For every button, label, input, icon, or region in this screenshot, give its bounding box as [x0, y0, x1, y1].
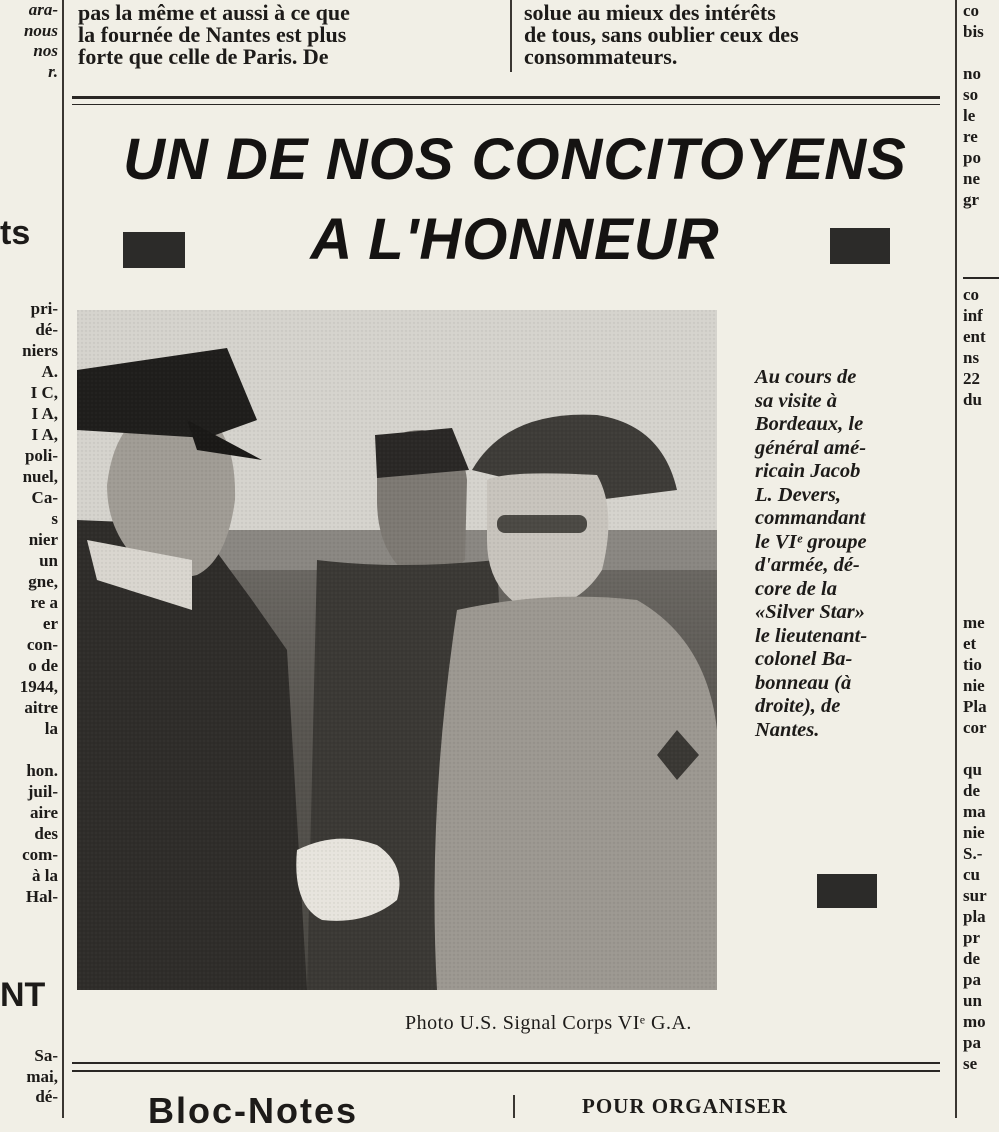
left-frag-line: Ca-: [31, 488, 58, 507]
right-frag-line: so: [963, 85, 979, 104]
photo-illustration: [77, 310, 717, 990]
right-frag-line: 22: [963, 369, 980, 388]
right-frag-line: ns: [963, 348, 980, 367]
left-frag-line: pri-: [30, 299, 58, 318]
bottom-rule-2: [72, 1070, 940, 1072]
right-frag-line: pa: [963, 1033, 981, 1052]
right-frag-line: ne: [963, 169, 980, 188]
left-frag-line: à la: [32, 866, 58, 885]
left-frag-line: com-: [22, 845, 58, 864]
left-frag-line: juil-: [27, 782, 58, 801]
left-frag-line: A.: [41, 362, 58, 381]
caption-line: L. Devers,: [755, 483, 841, 506]
caption-ornament: [817, 874, 877, 908]
right-fragment-rule: [963, 277, 999, 279]
left-column-rule: [62, 0, 64, 1118]
right-frag-line: nie: [963, 676, 985, 695]
left-frag-line: poli-: [24, 446, 58, 465]
caption-line: «Silver Star»: [755, 601, 865, 623]
caption-line: sa visite à: [755, 389, 837, 412]
caption-line: Nantes.: [755, 718, 820, 741]
left-frag-line: nos: [33, 41, 58, 60]
left-frag-line: con-: [26, 635, 58, 654]
top-right-line-1: solue au mieux des intérêts: [524, 0, 776, 25]
left-frag-line: o de: [28, 656, 58, 675]
left-frag-line: 1944,: [19, 677, 58, 696]
right-frag-line: et: [963, 634, 977, 653]
right-frag-line: cu: [963, 865, 980, 884]
caption-line: le VIᵉ groupe: [755, 530, 867, 553]
right-fragment-3: [963, 612, 999, 1074]
right-fragment-2: [963, 284, 999, 410]
left-frag-line: nous: [23, 20, 58, 40]
left-frag-line: aire: [29, 803, 58, 822]
top-left-line-2: la fournée de Nantes est plus: [78, 22, 347, 47]
right-frag-line: le: [963, 106, 976, 125]
right-frag-line: [963, 42, 999, 63]
right-frag-line: me: [963, 613, 985, 632]
right-frag-line: tio: [963, 655, 982, 674]
left-fragment-bottom: [0, 1046, 58, 1108]
left-frag-line: hon.: [26, 761, 58, 780]
caption-line: bonneau (à: [755, 671, 852, 694]
right-frag-line: du: [963, 390, 982, 409]
right-frag-line: co: [963, 285, 980, 304]
photo-credit: Photo U.S. Signal Corps VIᵉ G.A.: [405, 1012, 692, 1034]
left-frag-line: nuel,: [22, 467, 58, 486]
left-frag-line: s: [51, 509, 58, 528]
right-frag-line: ma: [963, 802, 986, 821]
right-frag-line: nie: [963, 823, 985, 842]
right-frag-line: sur: [963, 886, 987, 905]
right-frag-line: co: [963, 1, 980, 20]
right-frag-line: inf: [963, 306, 983, 325]
top-left-line-3: forte que celle de Paris. De: [78, 44, 329, 69]
left-frag-line: Hal-: [25, 887, 58, 906]
top-right-line-3: consommateurs.: [524, 44, 678, 69]
left-fragment-heading-2: NT: [0, 976, 46, 1014]
left-frag-line: des: [34, 824, 58, 843]
left-frag-line: r.: [48, 61, 58, 81]
top-right-column: [524, 2, 799, 68]
caption-line: core de la: [755, 577, 837, 600]
headline-top-rule-2: [72, 104, 940, 105]
bottom-rule-1: [72, 1062, 940, 1064]
left-frag-line: mai,: [26, 1066, 58, 1086]
left-frag-line: aitre: [24, 698, 58, 717]
right-frag-line: qu: [963, 760, 982, 779]
left-fragment-heading-1: ts: [0, 214, 31, 252]
caption-line: le lieutenant-: [755, 624, 868, 647]
right-frag-line: re: [963, 127, 978, 146]
right-frag-line: de: [963, 781, 980, 800]
right-frag-line: mo: [963, 1012, 986, 1031]
bottom-heading-pour-organiser: POUR ORGANISER: [582, 1094, 788, 1118]
left-fragment-top: [0, 0, 58, 82]
left-frag-line: la: [44, 719, 58, 738]
caption-line: ricain Jacob: [755, 460, 861, 482]
right-frag-line: bis: [963, 22, 984, 41]
left-fragment-middle: [0, 298, 58, 907]
top-left-line-1: pas la même et aussi à ce que: [78, 0, 350, 25]
top-left-column: [78, 2, 350, 68]
right-frag-line: S.-: [963, 844, 983, 863]
bottom-heading-bloc-notes: Bloc-Notes: [148, 1090, 359, 1131]
right-frag-line: Pla: [963, 697, 987, 716]
caption-line: droite), de: [755, 695, 841, 717]
right-frag-line: ent: [963, 327, 986, 346]
right-frag-line: cor: [963, 718, 987, 737]
left-frag-line: dé-: [35, 1087, 58, 1106]
right-frag-line: de: [963, 949, 980, 968]
caption-line: colonel Ba-: [755, 648, 853, 670]
left-frag-line: niers: [22, 341, 58, 360]
left-frag-line: I A,: [31, 404, 58, 423]
top-right-line-2: de tous, sans oublier ceux des: [524, 22, 799, 47]
right-frag-line: pa: [963, 970, 981, 989]
top-column-divider: [510, 0, 512, 72]
right-frag-line: [963, 738, 999, 759]
article-photo: [77, 310, 717, 990]
left-frag-line: gne,: [28, 572, 58, 591]
caption-line: général amé-: [755, 436, 867, 459]
right-frag-line: se: [963, 1054, 978, 1073]
left-frag-line: nier: [28, 530, 58, 549]
right-frag-line: un: [963, 991, 982, 1010]
article-headline-line-1: UN DE NOS CONCITOYENS: [123, 127, 907, 192]
caption-line: commandant: [755, 507, 866, 529]
headline-top-rule-1: [72, 96, 940, 99]
left-frag-line: un: [39, 551, 58, 570]
left-frag-line: re a: [30, 593, 58, 612]
photo-caption: [755, 366, 945, 742]
right-fragment-1: [963, 0, 999, 210]
left-frag-line: I A,: [31, 425, 58, 444]
headline-ornament-right: [830, 228, 890, 264]
right-frag-line: gr: [963, 190, 980, 209]
right-frag-line: pla: [963, 907, 986, 926]
left-frag-line: [0, 739, 58, 760]
right-frag-line: pr: [963, 928, 980, 947]
left-frag-line: ara-: [28, 0, 58, 19]
left-frag-line: er: [42, 614, 58, 633]
right-frag-line: no: [963, 64, 981, 83]
article-headline-line-2: A L'HONNEUR: [310, 207, 720, 272]
left-frag-line: I C,: [30, 383, 58, 402]
left-frag-line: Sa-: [34, 1046, 58, 1065]
caption-line: d'armée, dé-: [755, 554, 860, 576]
caption-line: Au cours de: [755, 366, 857, 388]
bottom-column-divider: [513, 1095, 515, 1118]
caption-line: Bordeaux, le: [755, 413, 864, 435]
right-frag-line: po: [963, 148, 981, 167]
left-frag-line: dé-: [35, 320, 58, 339]
